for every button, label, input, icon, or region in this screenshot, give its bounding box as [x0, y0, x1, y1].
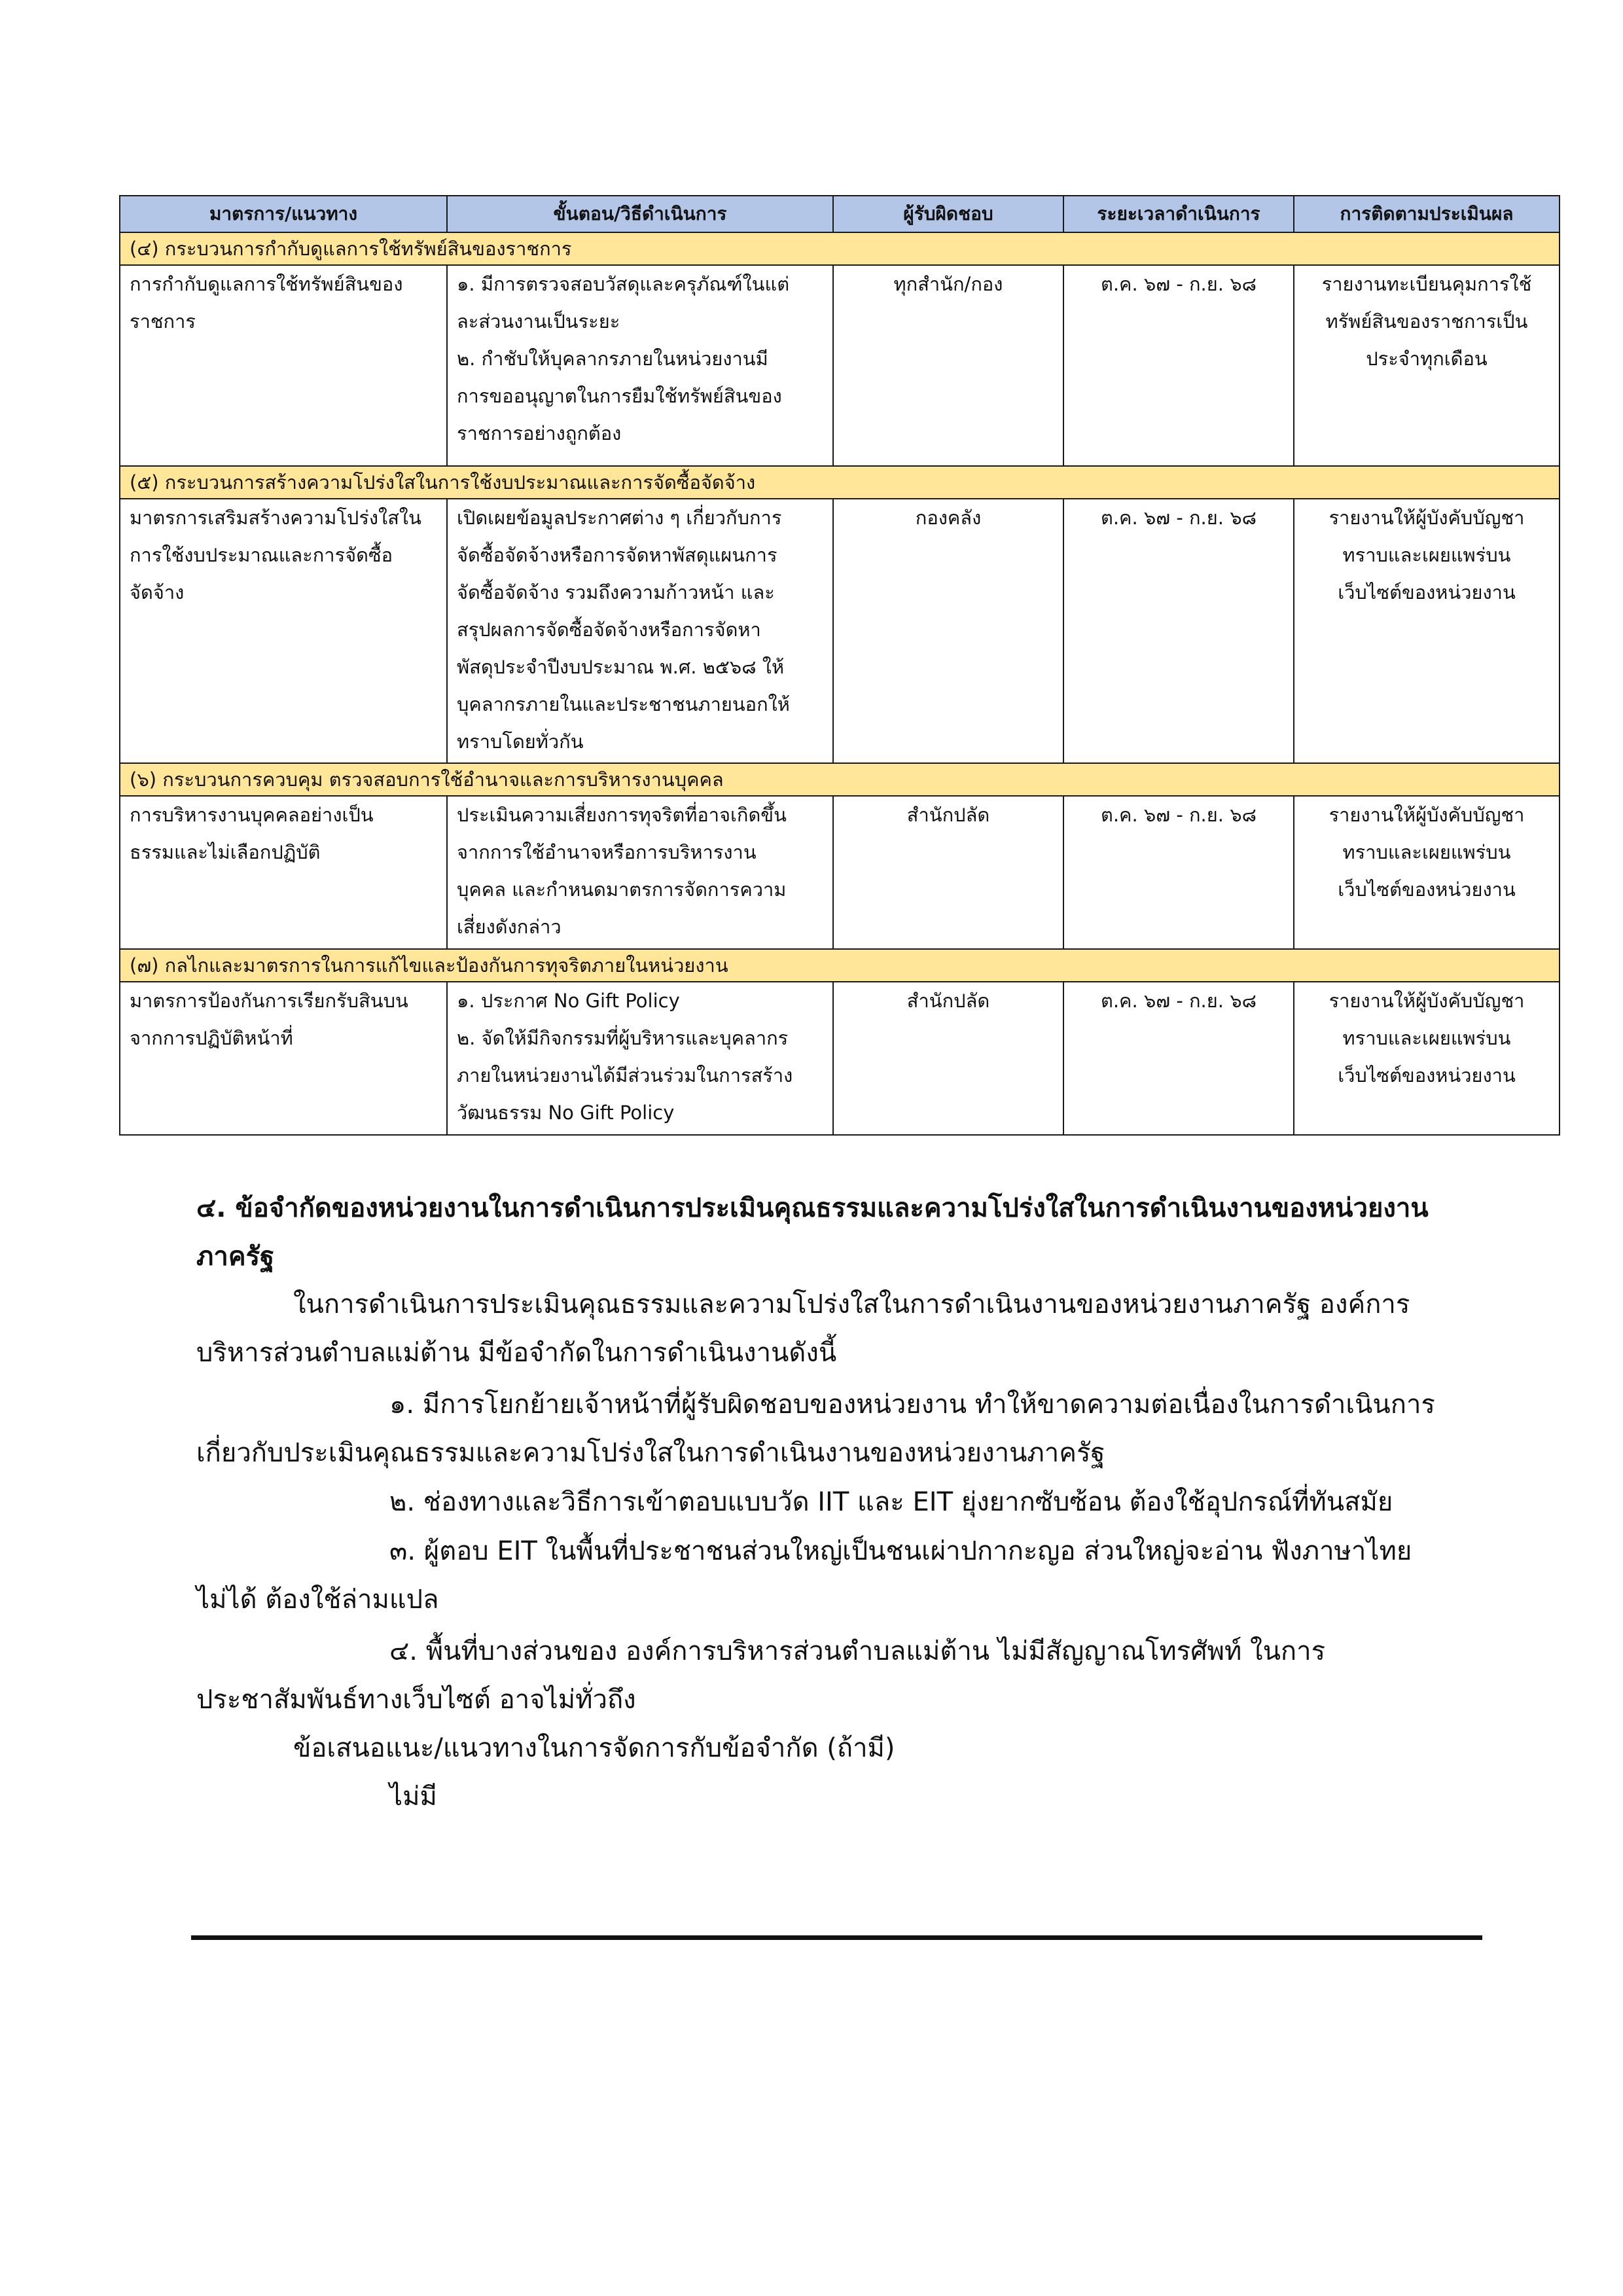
section-title: (๔) กระบวนการกำกับดูแลการใช้ทรัพย์สินของราชการ: [120, 232, 1560, 265]
owner-cell: กองคลัง: [833, 499, 1063, 763]
section-title: (๖) กระบวนการควบคุม ตรวจสอบการใช้อำนาจและการบริหารงานบุคคล: [120, 763, 1560, 796]
steps-line: เปิดเผยข้อมูลประกาศต่าง ๆ เกี่ยวกับการ: [457, 507, 782, 529]
section-title: (๕) กระบวนการสร้างความโปร่งใสในการใช้งบประมาณและการจัดซื้อจัดจ้าง: [120, 466, 1560, 499]
steps-line: ๑. ประกาศ No Gift Policy: [457, 990, 680, 1012]
steps-cell: [447, 499, 833, 763]
limitation-item-4-line2: ประชาสัมพันธ์ทางเว็บไซต์ อาจไม่ทั่วถึง: [196, 1685, 636, 1715]
followup-line: รายงานให้ผู้บังคับบัญชา: [1329, 507, 1525, 529]
limitation-item-1-line2: เกี่ยวกับประเมินคุณธรรมและความโปร่งใสในการดำเนินงานของหน่วยงานภาครัฐ: [196, 1438, 1105, 1468]
followup-line: ทรัพย์สินของราชการเป็น: [1325, 310, 1528, 332]
measure-line: ราชการ: [130, 310, 196, 332]
suggestion-label: ข้อเสนอแนะ/แนวทางในการจัดการกับข้อจำกัด (ถ้ามี): [293, 1733, 895, 1763]
integrity-plan-table: [119, 195, 1560, 1136]
followup-line: รายงานทะเบียนคุมการใช้: [1321, 273, 1532, 295]
measure-line: จัดจ้าง: [130, 581, 185, 603]
table-row: [120, 499, 1560, 763]
steps-line: ประเมินความเสี่ยงการทุจริตที่อาจเกิดขึ้น: [457, 804, 787, 826]
period-cell: ต.ค. ๖๗ - ก.ย. ๖๘: [1063, 265, 1294, 466]
suggestion-value: ไม่มี: [389, 1782, 437, 1812]
table-header-row: [120, 196, 1560, 232]
measure-line: จากการปฏิบัติหน้าที่: [130, 1027, 293, 1049]
steps-cell: [447, 265, 833, 466]
followup-line: เว็บไซต์ของหน่วยงาน: [1338, 878, 1516, 901]
limitation-item-3-line1: ๓. ผู้ตอบ EIT ในพื้นที่ประชาชนส่วนใหญ่เป็นชนเผ่าปกากะญอ ส่วนใหญ่จะอ่าน ฟังภาษาไทย: [389, 1536, 1412, 1566]
followup-cell: [1294, 499, 1560, 763]
table-row: [120, 982, 1560, 1135]
section-row: [120, 763, 1560, 796]
measure-line: การบริหารงานบุคคลอย่างเป็น: [130, 804, 374, 826]
followup-line: เว็บไซต์ของหน่วยงาน: [1338, 581, 1516, 603]
owner-cell: สำนักปลัด: [833, 982, 1063, 1135]
followup-line: รายงานให้ผู้บังคับบัญชา: [1329, 804, 1525, 826]
followup-line: ทราบและเผยแพร่บน: [1342, 841, 1511, 863]
followup-line: ประจำทุกเดือน: [1366, 348, 1488, 370]
section-title: (๗) กลไกและมาตรการในการแก้ไขและป้องกันการทุจริตภายในหน่วยงาน: [120, 949, 1560, 982]
intro-line1: ในการดำเนินการประเมินคุณธรรมและความโปร่งใสในการดำเนินงานของหน่วยงานภาครัฐ องค์การ: [293, 1289, 1410, 1319]
steps-line: ๒. จัดให้มีกิจกรรมที่ผู้บริหารและบุคลากร: [457, 1027, 789, 1049]
horizontal-divider: [191, 1935, 1482, 1940]
steps-line: การขออนุญาตในการยืมใช้ทรัพย์สินของ: [457, 385, 782, 407]
measure-cell: [120, 265, 447, 466]
owner-cell: สำนักปลัด: [833, 796, 1063, 949]
measure-line: มาตรการเสริมสร้างความโปร่งใสใน: [130, 507, 421, 529]
followup-cell: [1294, 982, 1560, 1135]
period-cell: ต.ค. ๖๗ - ก.ย. ๖๘: [1063, 982, 1294, 1135]
limitation-item-4-line1: ๔. พื้นที่บางส่วนของ องค์การบริหารส่วนตำบลแม่ต้าน ไม่มีสัญญาณโทรศัพท์ ในการ: [389, 1636, 1326, 1666]
followup-cell: [1294, 796, 1560, 949]
steps-line: บุคลากรภายในและประชาชนภายนอกให้: [457, 693, 790, 715]
limitation-item-3-line2: ไม่ได้ ต้องใช้ล่ามแปล: [196, 1585, 439, 1615]
section-row: [120, 466, 1560, 499]
column-header-period: ระยะเวลาดำเนินการ: [1063, 196, 1294, 232]
followup-line: ทราบและเผยแพร่บน: [1342, 544, 1511, 566]
steps-line: ๑. มีการตรวจสอบวัสดุและครุภัณฑ์ในแต่: [457, 273, 790, 295]
period-cell: ต.ค. ๖๗ - ก.ย. ๖๘: [1063, 499, 1294, 763]
column-header-owner: ผู้รับผิดชอบ: [833, 196, 1063, 232]
measure-cell: [120, 982, 447, 1135]
followup-cell: [1294, 265, 1560, 466]
steps-line: ทราบโดยทั่วกัน: [457, 730, 584, 753]
steps-line: จัดซื้อจัดจ้างหรือการจัดหาพัสดุแผนการ: [457, 544, 777, 566]
steps-line: ราชการอย่างถูกต้อง: [457, 422, 622, 444]
section-row: [120, 232, 1560, 265]
steps-line: ละส่วนงานเป็นระยะ: [457, 310, 620, 332]
steps-line: เสี่ยงดังกล่าว: [457, 916, 562, 938]
steps-line: บุคคล และกำหนดมาตรการจัดการความ: [457, 878, 787, 901]
steps-cell: [447, 982, 833, 1135]
steps-line: จากการใช้อำนาจหรือการบริหารงาน: [457, 841, 757, 863]
steps-line: วัฒนธรรม No Gift Policy: [457, 1102, 675, 1124]
measure-line: มาตรการป้องกันการเรียกรับสินบน: [130, 990, 408, 1012]
steps-line: จัดซื้อจัดจ้าง รวมถึงความก้าวหน้า และ: [457, 581, 775, 603]
steps-line: ๒. กำชับให้บุคลากรภายในหน่วยงานมี: [457, 348, 768, 370]
intro-line2: บริหารส่วนตำบลแม่ต้าน มีข้อจำกัดในการดำเนินงานดังนี้: [196, 1338, 837, 1368]
measure-line: การกำกับดูแลการใช้ทรัพย์สินของ: [130, 273, 403, 295]
measure-line: การใช้งบประมาณและการจัดซื้อ: [130, 544, 393, 566]
section-row: [120, 949, 1560, 982]
table-row: [120, 265, 1560, 466]
steps-line: ภายในหน่วยงานได้มีส่วนร่วมในการสร้าง: [457, 1064, 793, 1086]
column-header-steps: ขั้นตอน/วิธีดำเนินการ: [447, 196, 833, 232]
table-row: [120, 796, 1560, 949]
steps-cell: [447, 796, 833, 949]
steps-line: พัสดุประจำปีงบประมาณ พ.ศ. ๒๕๖๘ ให้: [457, 656, 785, 678]
followup-line: เว็บไซต์ของหน่วยงาน: [1338, 1064, 1516, 1086]
steps-line: สรุปผลการจัดซื้อจัดจ้างหรือการจัดหา: [457, 619, 761, 641]
owner-cell: ทุกสำนัก/กอง: [833, 265, 1063, 466]
column-header-followup: การติดตามประเมินผล: [1294, 196, 1560, 232]
measure-cell: [120, 499, 447, 763]
section-heading-line1: ๔. ข้อจำกัดของหน่วยงานในการดำเนินการประเมินคุณธรรมและความโปร่งใสในการดำเนินงานของหน่วยงาน: [196, 1193, 1429, 1223]
column-header-measure: มาตรการ/แนวทาง: [120, 196, 447, 232]
followup-line: ทราบและเผยแพร่บน: [1342, 1027, 1511, 1049]
measure-line: ธรรมและไม่เลือกปฏิบัติ: [130, 841, 321, 863]
measure-cell: [120, 796, 447, 949]
limitation-item-2: ๒. ช่องทางและวิธีการเข้าตอบแบบวัด IIT และ EIT ยุ่งยากซับซ้อน ต้องใช้อุปกรณ์ที่ทันสมัย: [389, 1487, 1393, 1517]
period-cell: ต.ค. ๖๗ - ก.ย. ๖๘: [1063, 796, 1294, 949]
section-heading-line2: ภาครัฐ: [196, 1242, 275, 1272]
limitation-item-1-line1: ๑. มีการโยกย้ายเจ้าหน้าที่ผู้รับผิดชอบของหน่วยงาน ทำให้ขาดความต่อเนื่องในการดำเนินการ: [389, 1390, 1435, 1420]
followup-line: รายงานให้ผู้บังคับบัญชา: [1329, 990, 1525, 1012]
